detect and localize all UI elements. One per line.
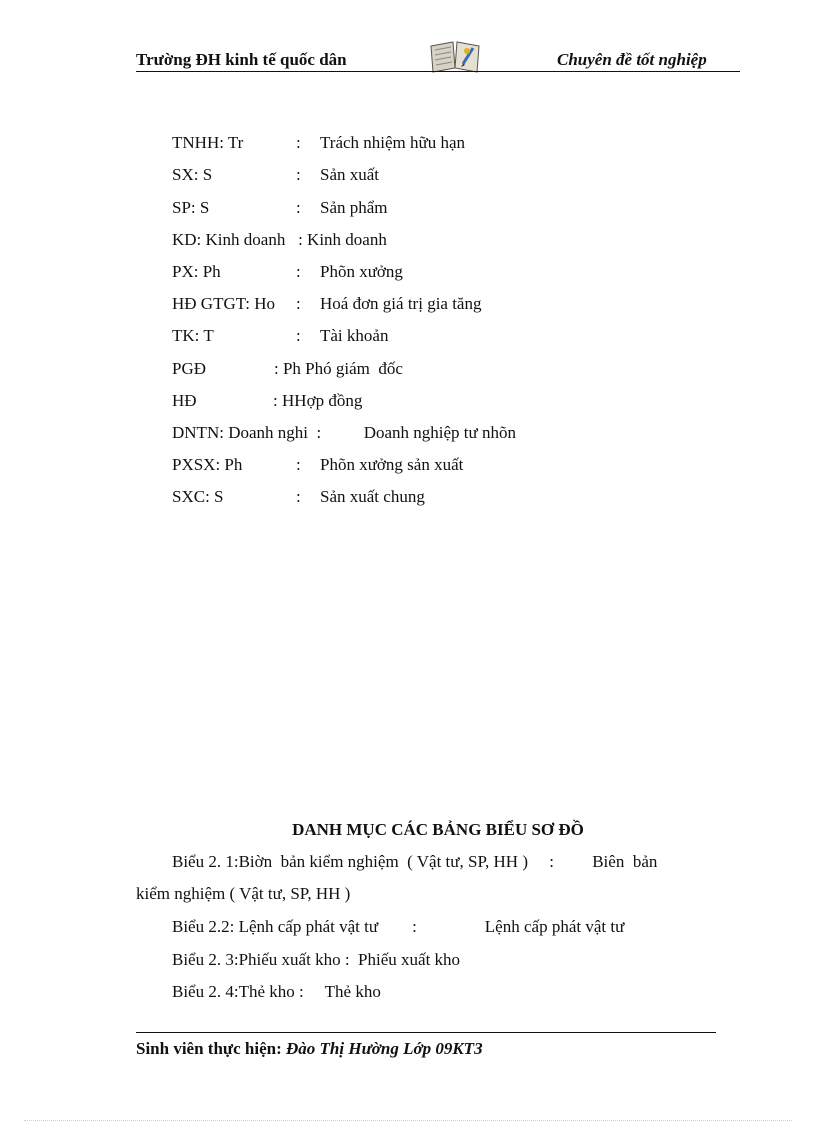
footer-author [136,1039,483,1059]
list-item-bieu-2-2: Biểu 2.2: Lệnh cấp phát vật tư : Lệnh cấp phát vật tư [172,917,625,936]
abbreviation-value: Sản xuất chung [320,487,425,506]
header-university: Trường ĐH kinh tế quốc dân [136,50,347,69]
abbreviation-key: PX: Ph [172,262,221,281]
footer-label: Sinh viên thực hiện: [136,1039,287,1058]
abbreviation-colon: : [296,133,301,152]
abbreviation-key: SP: S [172,198,210,217]
open-book-icon [427,38,483,74]
list-item-bieu-2-3: Biểu 2. 3:Phiếu xuất kho : Phiếu xuất kho [172,950,461,969]
abbreviation-inline: PGĐ : Ph Phó giám đốc [172,359,403,378]
abbreviation-value: Hoá đơn giá trị gia tăng [320,294,482,313]
abbreviation-colon: : [296,262,301,281]
abbreviation-value: Tài khoản [320,326,389,345]
section-title: DANH MỤC CÁC BẢNG BIỂU SƠ ĐỒ [292,820,584,839]
abbreviation-key: TK: T [172,326,214,345]
abbreviation-colon: : [296,455,301,474]
footer-divider [136,1032,716,1033]
abbreviation-inline: KD: Kinh doanh : Kinh doanh [172,230,387,249]
footer-student-name: Đào Thị Hường Lớp 09KT3 [286,1039,483,1058]
abbreviation-value: Phõn xưởng sản xuất [320,455,464,474]
abbreviation-value: Phõn xưởng [320,262,403,281]
abbreviation-value: Sản phẩm [320,198,388,217]
abbreviation-key: TNHH: Tr [172,133,244,152]
page-bottom-edge [24,1120,792,1121]
abbreviation-key: SXC: S [172,487,224,506]
list-item-bieu-2-1: Biểu 2. 1:Biờn bản kiểm nghiệm ( Vật tư, SP, HH ) : Biên bản [172,852,658,871]
header-thesis-title: Chuyên đề tốt nghiệp [557,50,707,69]
abbreviation-inline: HĐ : HHợp đồng [172,391,363,410]
list-item-bieu-2-1-continued: kiểm nghiệm ( Vật tư, SP, HH ) [136,884,351,903]
abbreviation-key: HĐ GTGT: Ho [172,294,276,313]
abbreviation-colon: : [296,326,301,345]
abbreviation-value: Sản xuất [320,165,380,184]
abbreviation-colon: : [296,294,301,313]
abbreviation-value: Trách nhiệm hữu hạn [320,133,466,152]
list-item-bieu-2-4: Biểu 2. 4:Thẻ kho : Thẻ kho [172,982,381,1001]
abbreviation-inline: DNTN: Doanh nghi : Doanh nghiệp tư nhõn [172,423,516,442]
abbreviation-colon: : [296,165,301,184]
header-divider [136,71,740,72]
abbreviation-colon: : [296,487,301,506]
abbreviation-colon: : [296,198,301,217]
abbreviation-key: SX: S [172,165,213,184]
abbreviation-key: PXSX: Ph [172,455,243,474]
